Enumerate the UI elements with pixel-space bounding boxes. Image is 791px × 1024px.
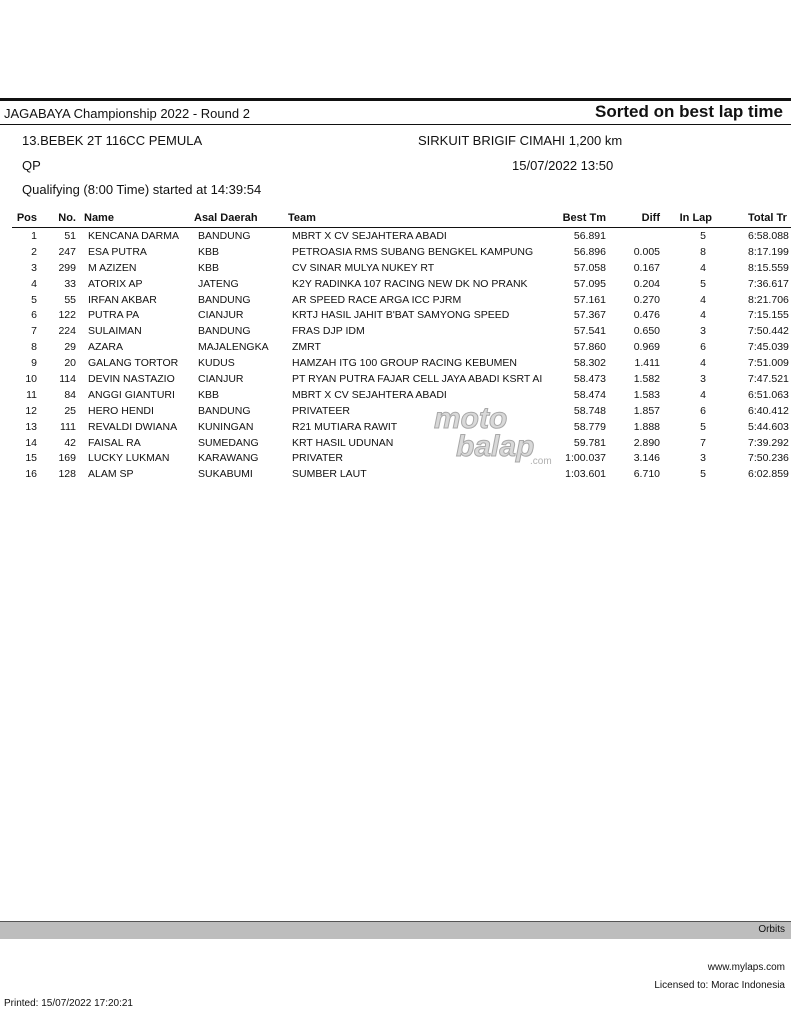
col-best: Best Tm [562, 212, 606, 224]
cell-pos: 2 [31, 245, 37, 258]
col-pos: Pos [16, 212, 37, 224]
cell-no: 122 [58, 309, 76, 322]
cell-diff: 0.167 [633, 261, 660, 274]
cell-best: 57.367 [573, 309, 606, 322]
cell-team: CV SINAR MULYA NUKEY RT [292, 261, 435, 274]
cell-lap: 5 [700, 230, 706, 242]
cell-team: PETROASIA RMS SUBANG BENGKEL KAMPUNG [292, 245, 534, 258]
cell-name: PUTRA PA [88, 309, 140, 322]
session-code: QP [22, 158, 41, 173]
cell-total: 7:50.442 [748, 325, 789, 338]
cell-total: 5:44.603 [748, 420, 789, 433]
cell-lap: 6 [700, 341, 706, 354]
cell-best: 57.860 [573, 341, 606, 354]
results-table [0, 229, 791, 483]
cell-area: CIANJUR [198, 373, 244, 386]
table-row [0, 340, 791, 356]
cell-best: 57.058 [573, 261, 606, 274]
col-name: Name [84, 212, 114, 224]
top-rule [0, 98, 791, 101]
cell-best: 56.891 [573, 230, 606, 242]
cell-pos: 14 [25, 436, 37, 449]
cell-diff: 1.857 [633, 404, 660, 417]
cell-no: 33 [64, 277, 76, 290]
cell-lap: 5 [700, 420, 706, 433]
cell-team: KRT HASIL UDUNAN [292, 436, 394, 449]
table-row [0, 308, 791, 324]
cell-name: ESA PUTRA [88, 245, 147, 258]
cell-name: ATORIX AP [88, 277, 143, 290]
cell-lap: 3 [700, 452, 706, 465]
website-link[interactable]: www.mylaps.com [707, 962, 785, 973]
table-row [0, 467, 791, 483]
cell-pos: 7 [31, 325, 37, 338]
cell-total: 6:58.088 [748, 230, 789, 242]
cell-no: 29 [64, 341, 76, 354]
cell-no: 247 [58, 245, 76, 258]
cell-best: 57.541 [573, 325, 606, 338]
cell-no: 111 [60, 420, 76, 433]
table-header-rule [12, 227, 791, 228]
cell-lap: 8 [700, 245, 706, 258]
table-header [0, 212, 791, 226]
cell-pos: 9 [31, 357, 37, 370]
cell-lap: 5 [700, 468, 706, 481]
cell-no: 20 [64, 357, 76, 370]
cell-total: 7:45.039 [748, 341, 789, 354]
cell-area: SUMEDANG [198, 436, 259, 449]
cell-team: ZMRT [292, 341, 321, 354]
cell-lap: 4 [700, 357, 706, 370]
cell-total: 7:36.617 [748, 277, 789, 290]
cell-best: 58.748 [573, 404, 606, 417]
col-diff: Diff [641, 212, 660, 224]
cell-no: 55 [64, 293, 76, 306]
cell-lap: 4 [700, 388, 706, 401]
cell-name: SULAIMAN [88, 325, 142, 338]
cell-pos: 12 [25, 404, 37, 417]
cell-team: SUMBER LAUT [292, 468, 367, 481]
cell-name: IRFAN AKBAR [88, 293, 157, 306]
cell-lap: 6 [700, 404, 706, 417]
cell-area: BANDUNG [198, 325, 251, 338]
cell-name: ALAM SP [88, 468, 134, 481]
event-title: JAGABAYA Championship 2022 - Round 2 [4, 106, 250, 121]
cell-name: FAISAL RA [88, 436, 141, 449]
cell-diff: 0.969 [633, 341, 660, 354]
cell-name: DEVIN NASTAZIO [88, 373, 175, 386]
cell-area: KARAWANG [198, 452, 259, 465]
cell-area: KBB [198, 388, 220, 401]
cell-diff: 1.888 [633, 420, 660, 433]
cell-no: 84 [64, 388, 76, 401]
table-row [0, 277, 791, 293]
cell-total: 6:51.063 [748, 388, 789, 401]
table-row [0, 229, 791, 245]
cell-diff: 0.650 [633, 325, 660, 338]
cell-total: 6:40.412 [748, 404, 789, 417]
table-row [0, 420, 791, 436]
col-no: No. [58, 212, 76, 224]
cell-total: 7:51.009 [748, 357, 789, 370]
cell-name: HERO HENDI [88, 404, 154, 417]
cell-best: 57.161 [573, 293, 606, 306]
cell-diff: 0.204 [633, 277, 660, 290]
cell-total: 6:02.859 [748, 468, 789, 481]
cell-total: 8:17.199 [748, 245, 789, 258]
table-row [0, 293, 791, 309]
cell-area: SUKABUMI [198, 468, 253, 481]
cell-pos: 8 [31, 341, 37, 354]
session-datetime: 15/07/2022 13:50 [512, 158, 614, 173]
cell-pos: 10 [25, 373, 37, 386]
cell-pos: 3 [31, 261, 37, 274]
cell-lap: 5 [700, 277, 706, 290]
watermark-balap: balap [456, 430, 535, 463]
cell-diff: 0.270 [633, 293, 660, 306]
license-info: Licensed to: Morac Indonesia [654, 980, 785, 991]
qualifying-info: Qualifying (8:00 Time) started at 14:39:54 [22, 182, 262, 197]
cell-best: 56.896 [573, 245, 606, 258]
table-row [0, 404, 791, 420]
cell-area: CIANJUR [198, 309, 244, 322]
cell-diff: 1.582 [633, 373, 660, 386]
cell-diff: 1.583 [633, 388, 660, 401]
cell-name: KENCANA DARMA [88, 230, 180, 242]
cell-best: 58.302 [573, 357, 606, 370]
cell-team: K2Y RADINKA 107 RACING NEW DK NO PRANK [292, 277, 528, 290]
cell-team: MBRT X CV SEJAHTERA ABADI [292, 230, 447, 242]
cell-no: 128 [58, 468, 76, 481]
cell-area: BANDUNG [198, 230, 251, 242]
cell-team: PRIVATEER [292, 404, 350, 417]
cell-diff: 6.710 [633, 468, 660, 481]
cell-best: 58.474 [573, 388, 606, 401]
cell-area: KUNINGAN [198, 420, 254, 433]
cell-diff: 1.411 [634, 357, 660, 370]
class-name: 13.BEBEK 2T 116CC PEMULA [22, 133, 203, 148]
table-row [0, 388, 791, 404]
motobalap-watermark [432, 398, 556, 468]
cell-best: 58.779 [573, 420, 606, 433]
cell-no: 169 [58, 452, 76, 465]
cell-name: GALANG TORTOR [88, 357, 179, 370]
cell-team: R21 MUTIARA RAWIT [292, 420, 398, 433]
cell-total: 7:39.292 [748, 436, 789, 449]
cell-name: LUCKY LUKMAN [88, 452, 170, 465]
cell-pos: 16 [25, 468, 37, 481]
cell-diff: 2.890 [633, 436, 660, 449]
cell-no: 51 [64, 230, 76, 242]
cell-no: 25 [64, 404, 76, 417]
cell-lap: 4 [700, 309, 706, 322]
sort-label: Sorted on best lap time [595, 102, 783, 121]
cell-name: M AZIZEN [88, 261, 137, 274]
table-row [0, 372, 791, 388]
cell-pos: 4 [31, 277, 37, 290]
col-team: Team [288, 212, 316, 224]
cell-team: HAMZAH ITG 100 GROUP RACING KEBUMEN [292, 357, 518, 370]
cell-lap: 7 [700, 436, 706, 449]
cell-pos: 15 [25, 452, 37, 465]
cell-area: BANDUNG [198, 293, 251, 306]
cell-area: BANDUNG [198, 404, 251, 417]
header-rule [0, 124, 791, 125]
cell-pos: 13 [25, 420, 37, 433]
cell-best: 57.095 [573, 277, 606, 290]
cell-total: 7:47.521 [748, 373, 789, 386]
circuit-name: SIRKUIT BRIGIF CIMAHI 1,200 km [418, 133, 623, 148]
cell-total: 7:50.236 [748, 452, 789, 465]
table-row [0, 261, 791, 277]
cell-best: 1:00.037 [565, 452, 606, 465]
cell-diff: 3.146 [633, 452, 660, 465]
table-row [0, 324, 791, 340]
cell-no: 224 [58, 325, 76, 338]
cell-area: KBB [198, 261, 220, 274]
cell-area: JATENG [198, 277, 239, 290]
footer-bar [0, 921, 791, 939]
cell-lap: 3 [700, 325, 706, 338]
cell-name: REVALDI DWIANA [88, 420, 178, 433]
cell-lap: 3 [700, 373, 706, 386]
cell-pos: 1 [31, 230, 37, 242]
cell-area: KUDUS [198, 357, 235, 370]
cell-team: PT RYAN PUTRA FAJAR CELL JAYA ABADI KSRT AI [292, 373, 543, 386]
cell-diff: 0.005 [633, 245, 660, 258]
cell-best: 1:03.601 [565, 468, 606, 481]
cell-no: 299 [58, 261, 76, 274]
cell-lap: 4 [700, 261, 706, 274]
cell-team: PRIVATER [292, 452, 343, 465]
cell-area: MAJALENGKA [198, 341, 269, 354]
col-area: Asal Daerah [194, 212, 258, 224]
cell-area: KBB [198, 245, 220, 258]
cell-team: MBRT X CV SEJAHTERA ABADI [292, 388, 447, 401]
cell-lap: 4 [700, 293, 706, 306]
cell-team: FRAS DJP IDM [292, 325, 365, 338]
col-total: Total Tr [748, 212, 787, 224]
cell-diff: 0.476 [633, 309, 660, 322]
cell-team: AR SPEED RACE ARGA ICC PJRM [292, 293, 462, 306]
cell-total: 8:15.559 [748, 261, 789, 274]
orbits-label: Orbits [758, 924, 785, 935]
col-lap: In Lap [679, 212, 712, 224]
cell-no: 114 [59, 373, 76, 386]
table-row [0, 451, 791, 467]
watermark-moto: moto [434, 402, 508, 435]
cell-no: 42 [64, 436, 76, 449]
cell-total: 7:15.155 [748, 309, 789, 322]
cell-pos: 5 [31, 293, 37, 306]
cell-pos: 11 [26, 388, 37, 401]
cell-pos: 6 [31, 309, 37, 322]
watermark-suffix: .com [530, 456, 552, 467]
cell-total: 8:21.706 [748, 293, 789, 306]
cell-best: 58.473 [573, 373, 606, 386]
cell-name: ANGGI GIANTURI [88, 388, 175, 401]
printed-timestamp: Printed: 15/07/2022 17:20:21 [4, 998, 133, 1009]
table-row [0, 245, 791, 261]
cell-best: 59.781 [573, 436, 606, 449]
cell-team: KRTJ HASIL JAHIT B'BAT SAMYONG SPEED [292, 309, 510, 322]
cell-name: AZARA [88, 341, 124, 354]
table-row [0, 436, 791, 452]
table-row [0, 356, 791, 372]
